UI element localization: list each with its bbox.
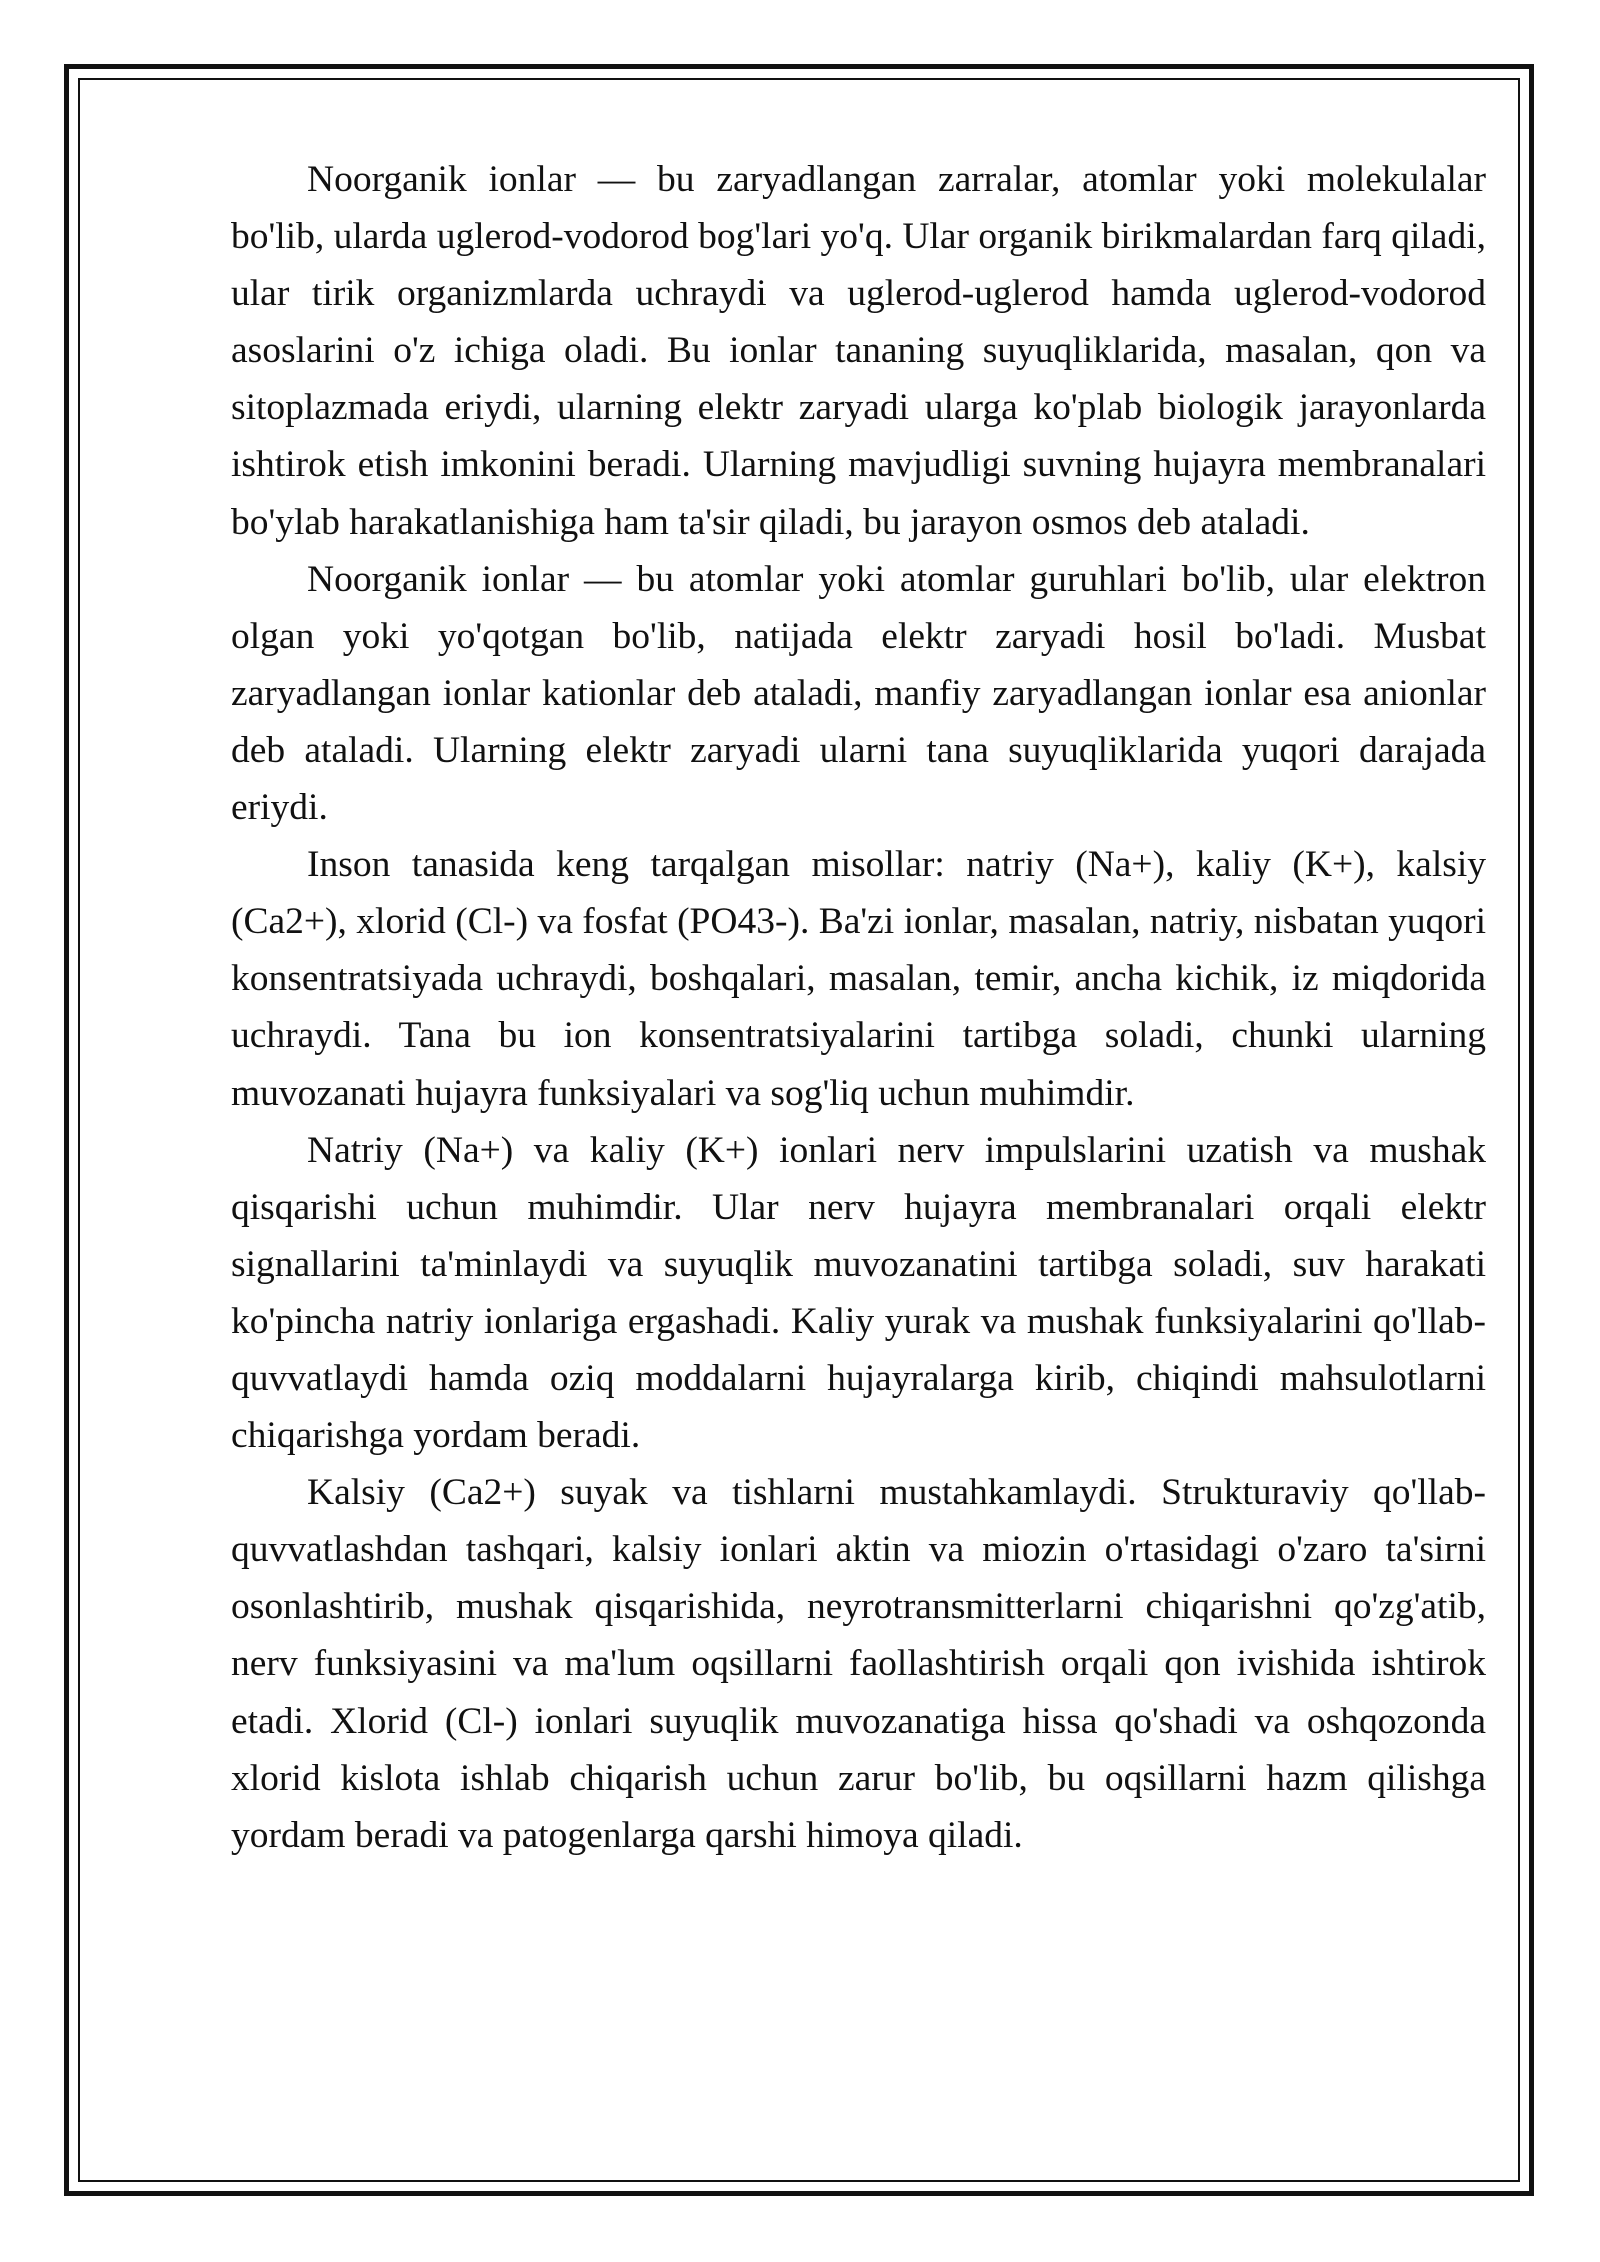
paragraph-calcium-chloride: Kalsiy (Ca2+) suyak va tishlarni mustahkamlaydi. Strukturaviy qo'llab-quvvatlashdan tashqari, kalsiy ionlari aktin va miozin o'rtasidagi o'zaro ta'sirni osonlashtirib, mushak qisqarishida, neyrotransmitterlarni chiqarishni qo'zg'atib, nerv funksiyasini va ma'lum oqsillarni faollashtirish orqali qon ivishida ishtirok etadi. Xlorid (Cl-) ionlari suyuqlik muvozanatiga hissa qo'shadi va oshqozonda xlorid kislota ishlab chiqarish uchun zarur bo'lib, bu oqsillarni hazm qilishga yordam beradi va patogenlarga qarshi himoya qiladi.: [231, 1472, 1486, 1856]
paragraph-ion-charge: Noorganik ionlar — bu atomlar yoki atomlar guruhlari bo'lib, ular elektron olgan yoki yo'qotgan bo'lib, natijada elektr zaryadi hosil bo'ladi. Musbat zaryadlangan ionlar kationlar deb ataladi, manfiy zaryadlangan ionlar esa anionlar deb ataladi. Ularning elektr zaryadi ularni tana suyuqliklarida yuqori darajada eriydi.: [231, 558, 1486, 829]
paragraph-sodium-potassium: Natriy (Na+) va kaliy (K+) ionlari nerv impulslarini uzatish va mushak qisqarishi uchun muhimdir. Ular nerv hujayra membranalari orqali elektr signallarini ta'minlaydi va suyuqlik muvozanatini tartibga soladi, suv harakati ko'pincha natriy ionlariga ergashadi. Kaliy yurak va mushak funksiyalarini qo'llab-quvvatlaydi hamda oziq moddalarni hujayralarga kirib, chiqindi mahsulotlarni chiqarishga yordam beradi.: [231, 1129, 1486, 1457]
document-body: [231, 151, 1486, 1864]
paragraph-inorganic-ions-definition: Noorganik ionlar — bu zaryadlangan zarralar, atomlar yoki molekulalar bo'lib, ularda uglerod-vodorod bog'lari yo'q. Ular organik birikmalardan farq qiladi, ular tirik organizmlarda uchraydi va uglerod-uglerod hamda uglerod-vodorod asoslarini o'z ichiga oladi. Bu ionlar tananing suyuqliklarida, masalan, qon va sitoplazmada eriydi, ularning elektr zaryadi ularga ko'plab biologik jarayonlarda ishtirok etish imkonini beradi. Ularning mavjudligi suvning hujayra membranalari bo'ylab harakatlanishiga ham ta'sir qiladi, bu jarayon osmos deb ataladi.: [231, 159, 1486, 543]
paragraph-common-examples: Inson tanasida keng tarqalgan misollar: natriy (Na+), kaliy (K+), kalsiy (Ca2+), xlorid (Cl-) va fosfat (PO43-). Ba'zi ionlar, masalan, natriy, nisbatan yuqori konsentratsiyada uchraydi, boshqalari, masalan, temir, ancha kichik, iz miqdorida uchraydi. Tana bu ion konsentratsiyalarini tartibga soladi, chunki ularning muvozanati hujayra funksiyalari va sog'liq uchun muhimdir.: [231, 844, 1486, 1114]
